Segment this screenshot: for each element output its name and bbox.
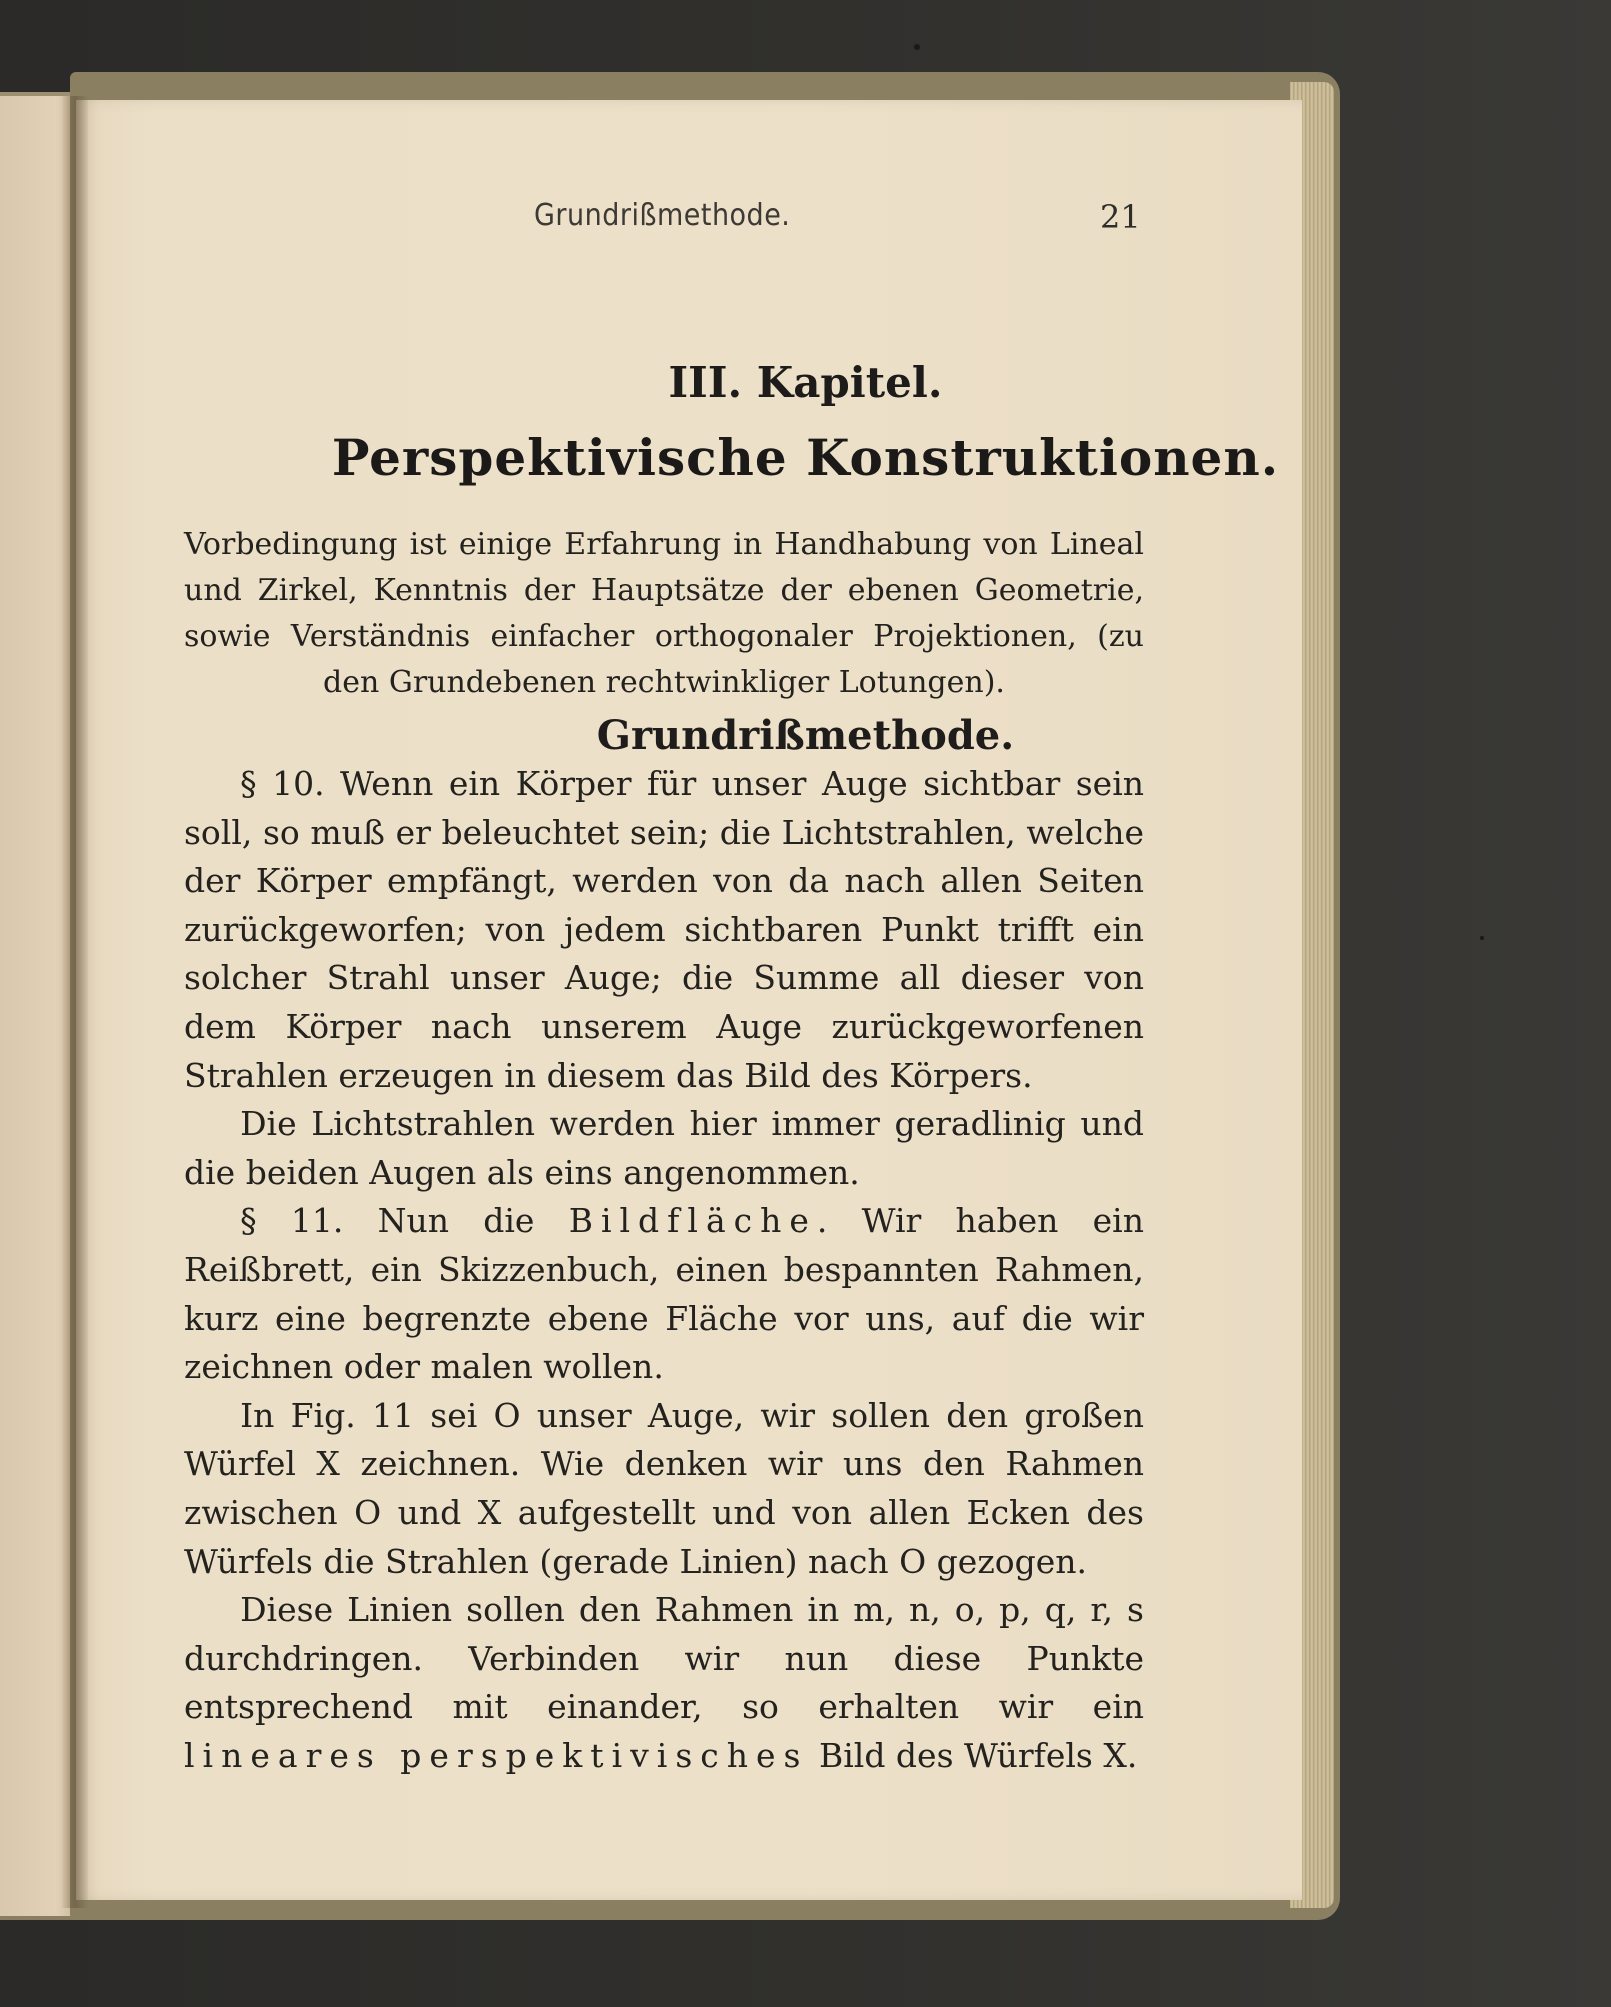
- page-number: 21: [1100, 198, 1141, 236]
- paragraph-light-rays: Die Lichtstrahlen werden hier immer geradlinig und die beiden Augen als eins angenommen.: [184, 1104, 1144, 1192]
- paragraph-lines: [184, 1586, 1144, 1780]
- dust-speck: [1480, 936, 1484, 940]
- paragraph-lines-start: Diese Linien sollen den Rahmen in m, n, o, p, q, r, s durchdringen. Verbinden wir nun diese Punkte entsprechend mit einander, so erhalten wir ein: [184, 1590, 1144, 1727]
- prerequisites-paragraph: Vorbedingung ist einige Erfahrung in Handhabung von Lineal und Zirkel, Kenntnis der Hauptsätze der ebenen Geometrie, sowie Verständnis einfacher orthogonaler Projektionen, (zu den Grundebenen rechtwinkliger Lotungen).: [184, 527, 1144, 700]
- paragraph-11-start: § 11. Nun die: [240, 1201, 569, 1241]
- term-bildflaeche: Bildfläche: [568, 1201, 817, 1241]
- section-heading: Grundrißmethode.: [596, 712, 1015, 759]
- dust-speck: [914, 44, 920, 50]
- running-head: Grundrißmethode.: [534, 198, 791, 233]
- body-text: [184, 760, 1144, 1780]
- paragraph-fig-11: In Fig. 11 sei O unser Auge, wir sollen den großen Würfel X zeichnen. Wie denken wir uns den Rahmen zwischen O und X aufgestellt und von allen Ecken des Würfels die Strahlen (gerade Linien) nach O gezogen.: [184, 1395, 1144, 1581]
- chapter-title: Perspektivische Konstruktionen.: [331, 428, 1280, 487]
- chapter-number: III. Kapitel.: [668, 358, 943, 407]
- term-lineares-perspektivisches: lineares perspektivisches: [184, 1735, 809, 1775]
- paragraph-11-end: . Wir haben ein Reißbrett, ein Skizzenbuch, einen bespannten Rahmen, kurz eine begrenzte ebene Fläche vor uns, auf die wir zeichnen oder malen wollen.: [184, 1201, 1144, 1387]
- paragraph-lines-end: Bild des Würfels X.: [808, 1735, 1138, 1775]
- paragraph-11: [184, 1197, 1144, 1391]
- paragraph-10: § 10. Wenn ein Körper für unser Auge sichtbar sein soll, so muß er beleuchtet sein; die Lichtstrahlen, welche der Körper empfängt, werden von da nach allen Seiten zurückgeworfen; von jedem sichtbaren Punkt trifft ein solcher Strahl unser Auge; die Summe all dieser von dem Körper nach unserem Auge zurückgeworfenen Strahlen erzeugen in diesem das Bild des Körpers.: [184, 764, 1144, 1095]
